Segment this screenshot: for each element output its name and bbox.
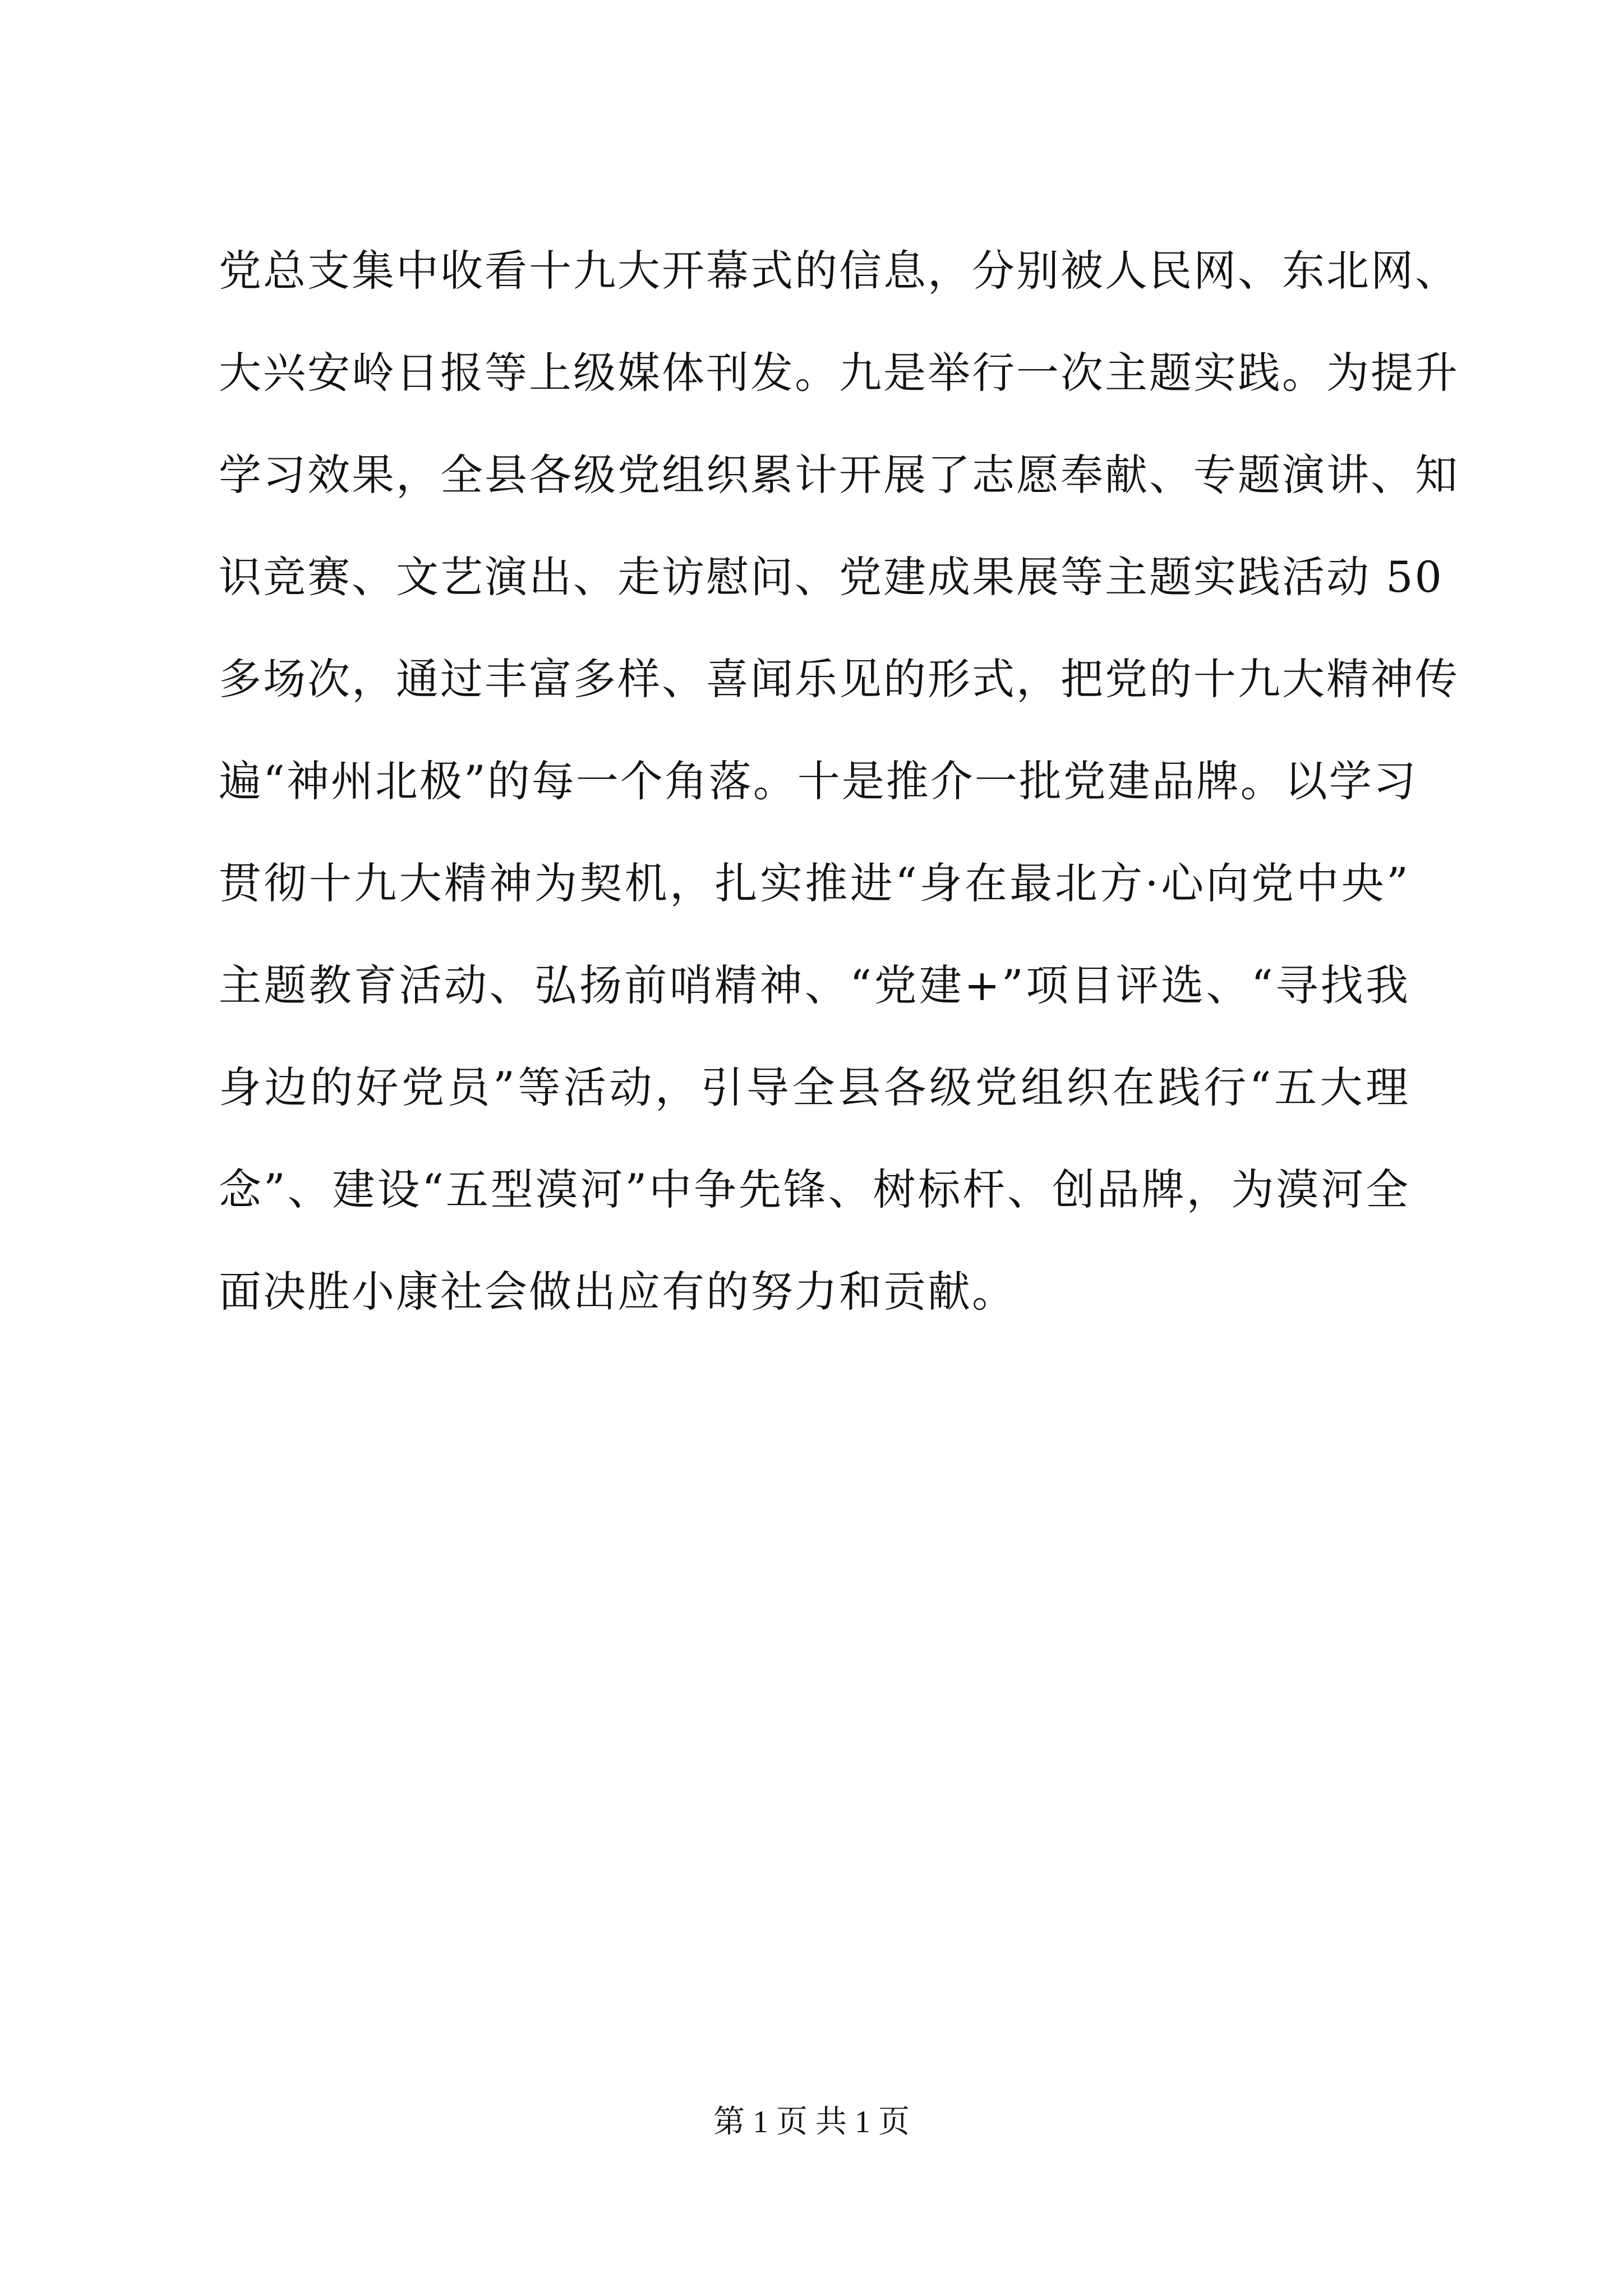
paragraph-line: 身边的好党员”等活动，引导全县各级党组织在践行“五大理 bbox=[219, 1062, 1410, 1112]
paragraph-line: 贯彻十九大精神为契机，扎实推进“身在最北方·心向党中央” bbox=[219, 858, 1410, 908]
paragraph-line: 大兴安岭日报等上级媒体刊发。九是举行一次主题实践。为提升 bbox=[219, 348, 1459, 398]
body-paragraph bbox=[219, 220, 1459, 1343]
paragraph-line: 主题教育活动、弘扬前哨精神、“党建+”项目评选、“寻找我 bbox=[219, 960, 1410, 1010]
page-footer: 第 1 页 共 1 页 bbox=[713, 2105, 910, 2139]
paragraph-line: 学习效果，全县各级党组织累计开展了志愿奉献、专题演讲、知 bbox=[219, 450, 1459, 500]
paragraph-line: 多场次，通过丰富多样、喜闻乐见的形式，把党的十九大精神传 bbox=[219, 654, 1459, 704]
paragraph-line: 面决胜小康社会做出应有的努力和贡献。 bbox=[219, 1267, 1016, 1317]
paragraph-line: 党总支集中收看十九大开幕式的信息，分别被人民网、东北网、 bbox=[219, 246, 1459, 296]
paragraph-line: 念”、建设“五型漠河”中争先锋、树标杆、创品牌，为漠河全 bbox=[219, 1165, 1410, 1214]
paragraph-line: 识竞赛、文艺演出、走访慰问、党建成果展等主题实践活动 50 bbox=[219, 552, 1444, 602]
paragraph-line: 遍“神州北极”的每一个角落。十是推介一批党建品牌。以学习 bbox=[219, 756, 1418, 806]
